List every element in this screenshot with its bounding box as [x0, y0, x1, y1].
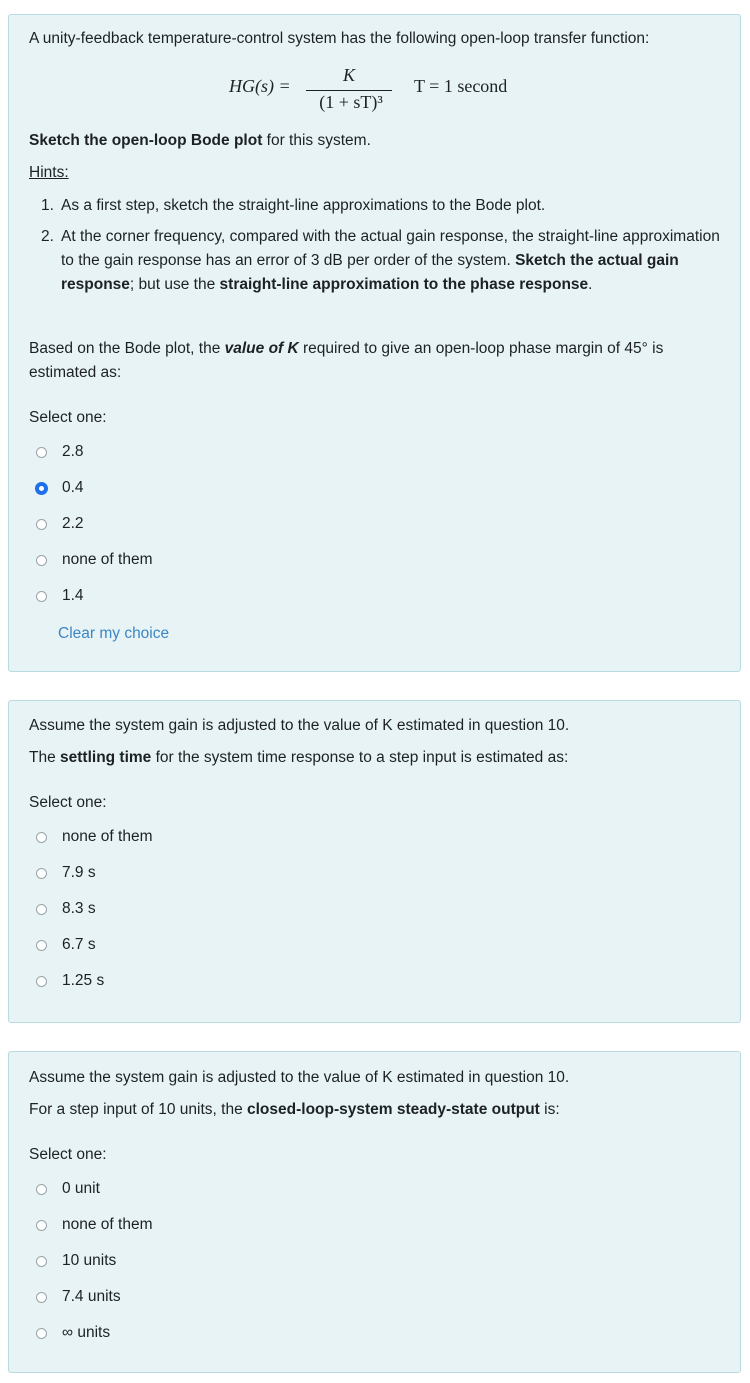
- radio-button[interactable]: [36, 1184, 47, 1195]
- radio-button[interactable]: [36, 1292, 47, 1303]
- radio-button[interactable]: [36, 1220, 47, 1231]
- question-1-instruction: Sketch the open-loop Bode plot for this system.: [29, 132, 371, 149]
- answer-option[interactable]: 7.4 units: [36, 1287, 121, 1307]
- question-2-prompt: The settling time for the system time response to a step input is estimated as:: [29, 749, 569, 766]
- radio-button[interactable]: [36, 904, 47, 915]
- radio-button[interactable]: [36, 591, 47, 602]
- answer-option[interactable]: none of them: [36, 827, 152, 847]
- answer-option[interactable]: 2.8: [36, 442, 84, 462]
- question-1-intro: A unity-feedback temperature-control system has the following open-loop transfer function:: [29, 30, 650, 47]
- radio-button[interactable]: [36, 555, 47, 566]
- answer-option[interactable]: 1.4: [36, 586, 84, 606]
- radio-button[interactable]: [36, 940, 47, 951]
- question-2-line-1: Assume the system gain is adjusted to the value of K estimated in question 10.: [29, 717, 570, 734]
- formula-aside: T = 1 second: [414, 76, 508, 96]
- answer-option[interactable]: 1.25 s: [36, 971, 104, 991]
- radio-button[interactable]: [36, 976, 47, 987]
- formula-denominator: (1 + sT)³: [319, 92, 383, 112]
- radio-button-checked[interactable]: [35, 482, 48, 495]
- answer-option[interactable]: 10 units: [36, 1251, 116, 1271]
- formula-lhs: HG(s) =: [229, 76, 291, 96]
- hint-item-2: 2. At the corner frequency, compared with the actual gain response, the straight-line approximation to the gain response has an error of 3 dB per order of the system. Sketch the actual gain response; but use the straight-line approximation to the phase response.: [41, 228, 720, 293]
- select-one-label: Select one:: [29, 409, 107, 426]
- radio-button[interactable]: [36, 868, 47, 879]
- question-1-prompt: Based on the Bode plot, the value of K required to give an open-loop phase margin of 45° is estimated as:: [29, 340, 664, 381]
- question-3-prompt: For a step input of 10 units, the closed-loop-system steady-state output is:: [29, 1101, 560, 1118]
- hint-item-1: 1. As a first step, sketch the straight-line approximations to the Bode plot.: [41, 197, 546, 214]
- answer-option[interactable]: none of them: [36, 1215, 152, 1235]
- radio-button[interactable]: [36, 519, 47, 530]
- answer-option[interactable]: 2.2: [36, 514, 84, 534]
- fraction-line: [306, 90, 392, 91]
- question-card-1: [8, 14, 741, 672]
- radio-button[interactable]: [36, 447, 47, 458]
- question-card-2: [8, 700, 741, 1023]
- radio-button[interactable]: [36, 832, 47, 843]
- answer-option[interactable]: none of them: [36, 550, 152, 570]
- hints-label: Hints:: [29, 164, 69, 181]
- answer-option[interactable]: 7.9 s: [36, 863, 96, 883]
- question-card-3: [8, 1051, 741, 1373]
- question-3-line-1: Assume the system gain is adjusted to the value of K estimated in question 10.: [29, 1069, 570, 1086]
- answer-option[interactable]: ∞ units: [36, 1323, 110, 1343]
- answer-option[interactable]: 6.7 s: [36, 935, 96, 955]
- answer-option[interactable]: 8.3 s: [36, 899, 96, 919]
- select-one-label: Select one:: [29, 794, 107, 811]
- radio-button[interactable]: [36, 1328, 47, 1339]
- formula-numerator: K: [342, 65, 355, 85]
- radio-button[interactable]: [36, 1256, 47, 1267]
- answer-option[interactable]: 0 unit: [36, 1179, 100, 1199]
- select-one-label: Select one:: [29, 1146, 107, 1163]
- clear-choice-link[interactable]: Clear my choice: [58, 625, 170, 642]
- answer-option-selected[interactable]: 0.4: [36, 478, 84, 498]
